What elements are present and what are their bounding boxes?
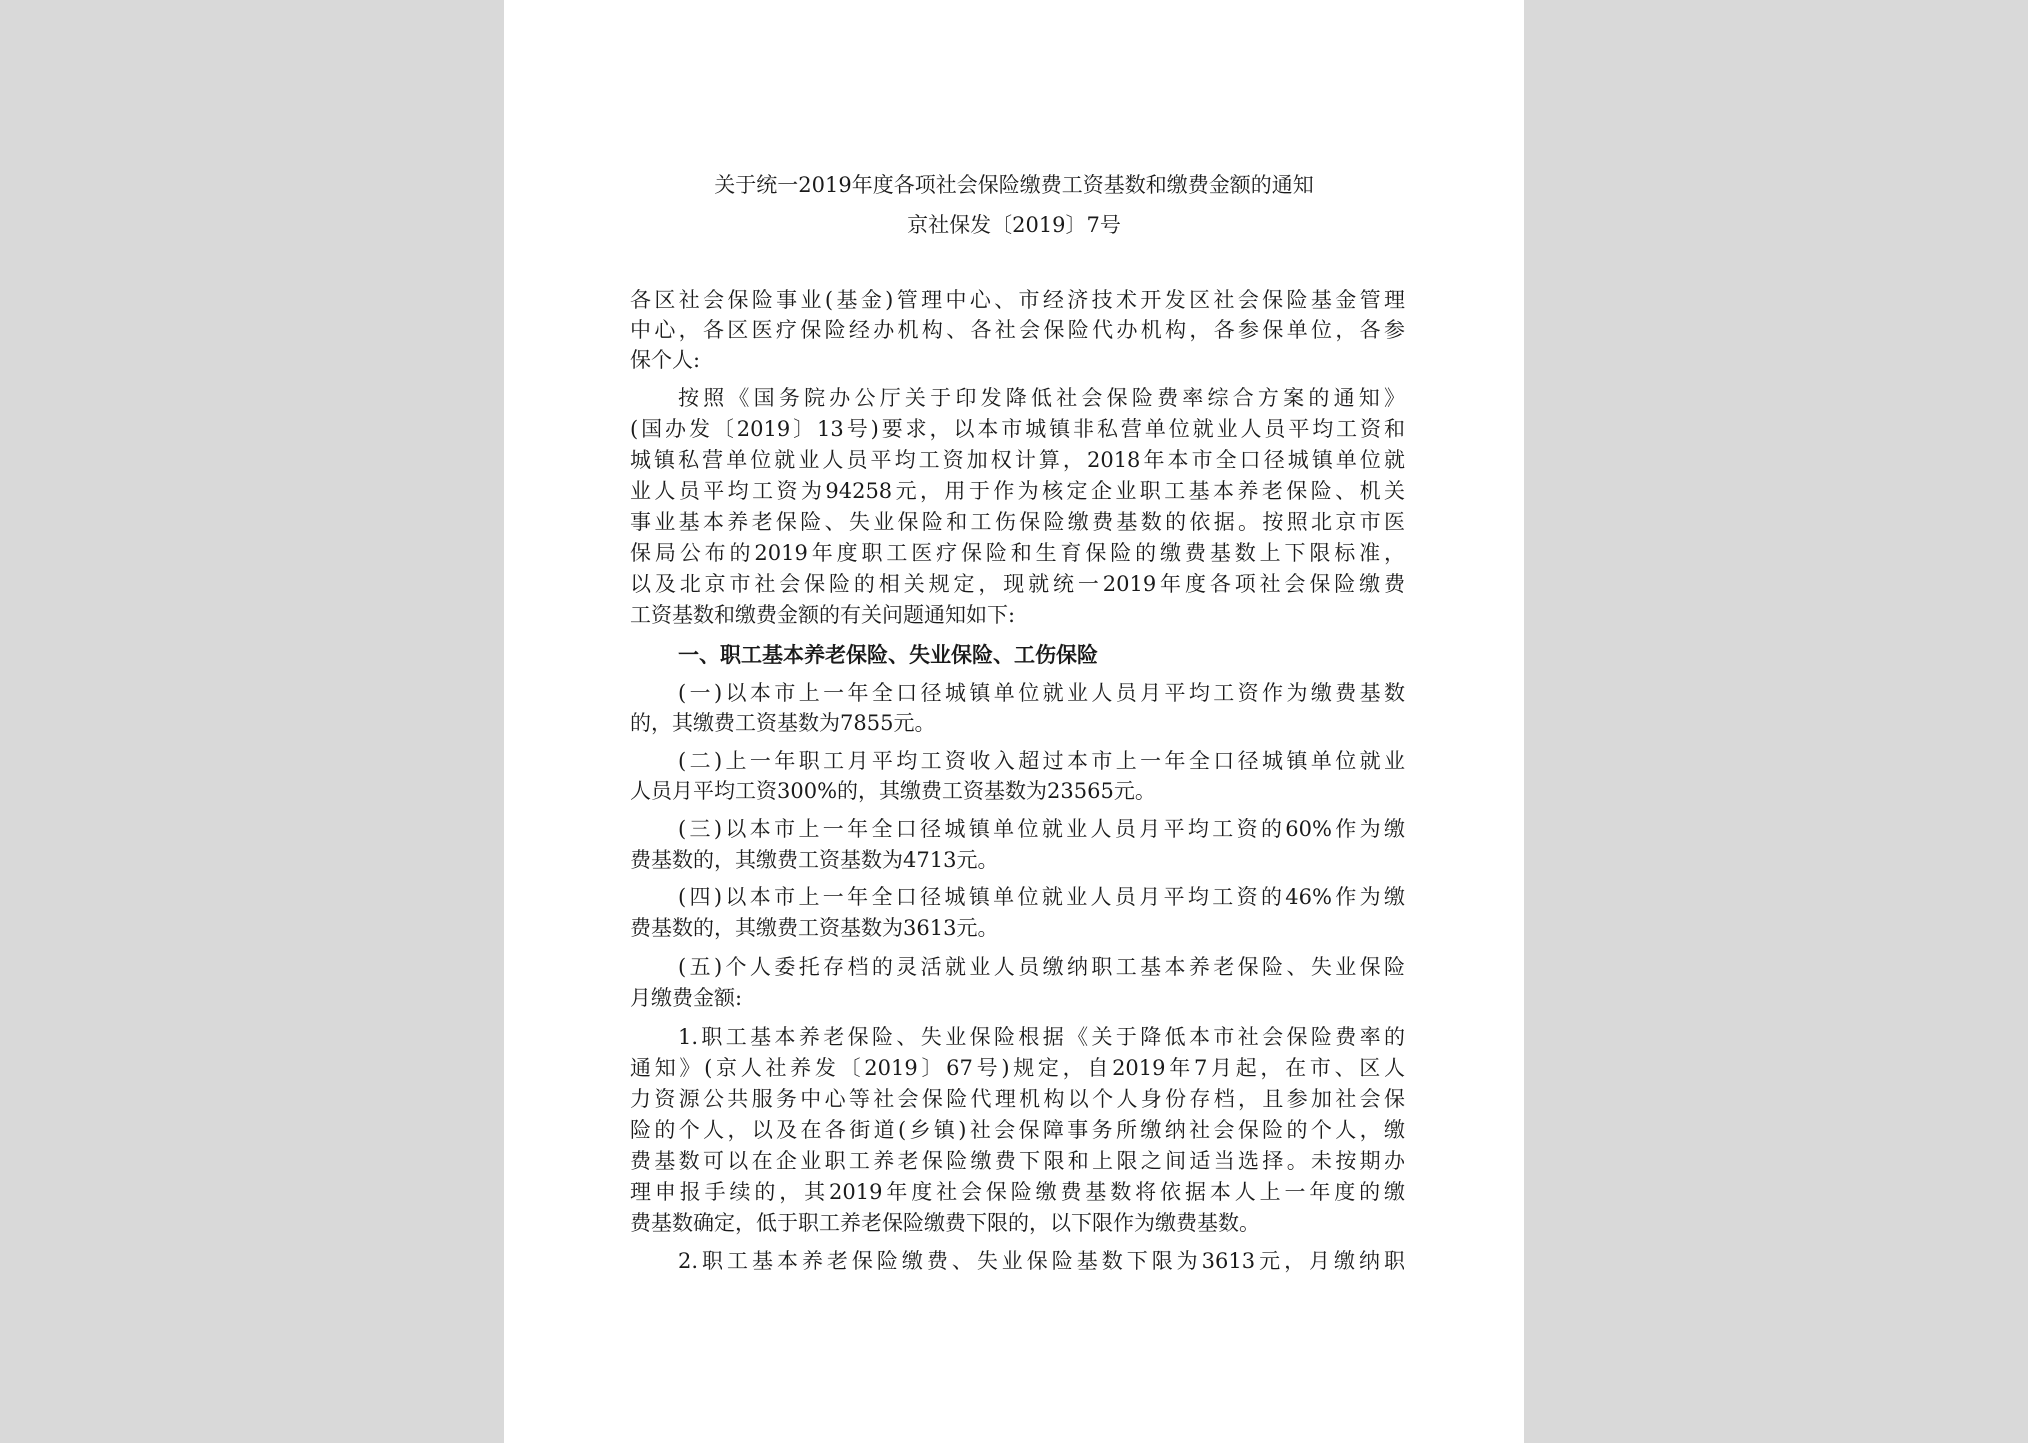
text-line: 通知》(京人社养发〔2019〕67号)规定，自2019年7月起，在市、区人 bbox=[630, 1056, 1405, 1080]
text-line: 费基数确定，低于职工养老保险缴费下限的，以下限作为缴费基数。 bbox=[630, 1211, 1260, 1235]
text-line: (四)以本市上一年全口径城镇单位就业人员月平均工资的46%作为缴 bbox=[678, 885, 1405, 909]
text-line: 力资源公共服务中心等社会保险代理机构以个人身份存档，且参加社会保 bbox=[630, 1087, 1405, 1111]
document-page bbox=[504, 0, 1524, 1443]
text-line: 1.职工基本养老保险、失业保险根据《关于降低本市社会保险费率的 bbox=[678, 1025, 1405, 1049]
text-line: 事业基本养老保险、失业保险和工伤保险缴费基数的依据。按照北京市医 bbox=[630, 510, 1405, 534]
text-line: 工资基数和缴费金额的有关问题通知如下: bbox=[630, 603, 1016, 627]
text-line: (五)个人委托存档的灵活就业人员缴纳职工基本养老保险、失业保险 bbox=[678, 955, 1405, 979]
text-line: 中心，各区医疗保险经办机构、各社会保险代办机构，各参保单位，各参 bbox=[630, 318, 1405, 342]
text-line: 城镇私营单位就业人员平均工资加权计算，2018年本市全口径城镇单位就 bbox=[630, 448, 1405, 472]
text-line: 业人员平均工资为94258元，用于作为核定企业职工基本养老保险、机关 bbox=[630, 479, 1405, 503]
text-line: (国办发〔2019〕13号)要求，以本市城镇非私营单位就业人员平均工资和 bbox=[630, 417, 1405, 441]
text-line: (二)上一年职工月平均工资收入超过本市上一年全口径城镇单位就业 bbox=[678, 749, 1405, 773]
text-line: 2.职工基本养老保险缴费、失业保险基数下限为3613元，月缴纳职 bbox=[678, 1249, 1405, 1273]
section-heading: 一、职工基本养老保险、失业保险、工伤保险 bbox=[678, 642, 1098, 667]
document-title: 关于统一2019年度各项社会保险缴费工资基数和缴费金额的通知 bbox=[714, 173, 1314, 197]
text-line: 以及北京市社会保险的相关规定，现就统一2019年度各项社会保险缴费 bbox=[630, 572, 1405, 596]
text-line: 费基数可以在企业职工养老保险缴费下限和上限之间适当选择。未按期办 bbox=[630, 1149, 1405, 1173]
text-line: 人员月平均工资300%的，其缴费工资基数为23565元。 bbox=[630, 779, 1156, 803]
text-line: 保局公布的2019年度职工医疗保险和生育保险的缴费基数上下限标准， bbox=[630, 541, 1405, 565]
text-line: 保个人: bbox=[630, 348, 701, 372]
text-line: 的，其缴费工资基数为7855元。 bbox=[630, 711, 936, 735]
text-line: 费基数的，其缴费工资基数为3613元。 bbox=[630, 916, 999, 940]
text-line: 月缴费金额: bbox=[630, 986, 743, 1010]
text-line: 理申报手续的，其2019年度社会保险缴费基数将依据本人上一年度的缴 bbox=[630, 1180, 1405, 1204]
text-line: (三)以本市上一年全口径城镇单位就业人员月平均工资的60%作为缴 bbox=[678, 817, 1405, 841]
text-line: 费基数的，其缴费工资基数为4713元。 bbox=[630, 848, 999, 872]
text-line: 险的个人，以及在各街道(乡镇)社会保障事务所缴纳社会保险的个人，缴 bbox=[630, 1118, 1405, 1142]
document-number: 京社保发〔2019〕7号 bbox=[907, 213, 1121, 237]
text-line: 按照《国务院办公厅关于印发降低社会保险费率综合方案的通知》 bbox=[678, 386, 1405, 410]
text-line: 各区社会保险事业(基金)管理中心、市经济技术开发区社会保险基金管理 bbox=[630, 288, 1405, 312]
text-line: (一)以本市上一年全口径城镇单位就业人员月平均工资作为缴费基数 bbox=[678, 681, 1405, 705]
